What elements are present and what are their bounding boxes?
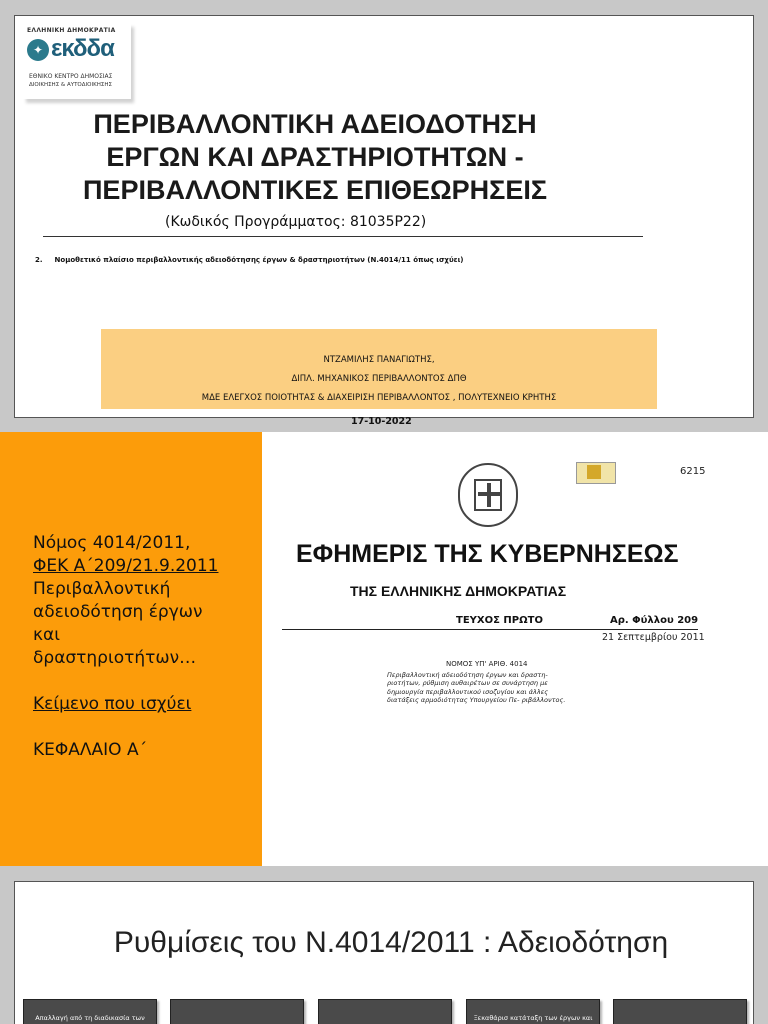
logo-top-text: ΕΛΛΗΝΙΚΗ ΔΗΜΟΚΡΑΤΙΑ <box>27 27 116 34</box>
title-divider <box>43 236 643 237</box>
regulation-box <box>466 999 600 1024</box>
regulation-box <box>318 999 452 1024</box>
gazette-series: ΤΕΥΧΟΣ ΠΡΩΤΟ <box>456 615 543 626</box>
law-desc-2: αδειοδότηση έργων <box>33 602 203 622</box>
regulation-box-text <box>171 1000 303 1014</box>
fek-link[interactable]: ΦΕΚ Α΄209/21.9.2011 <box>33 556 219 576</box>
regulation-box-text: Απαλλαγή από τη διαδικασία των <box>35 1014 145 1022</box>
title-line-2: ΕΡΓΩΝ ΚΑΙ ΔΡΑΣΤΗΡΙΟΤΗΤΩΝ - <box>106 142 524 172</box>
agenda-item-text: Νομοθετικό πλαίσιο περιβαλλοντικής αδειοδότησης έργων & δραστηριοτήτων (Ν.4014/11 όπως ισχύει) <box>54 256 464 264</box>
program-code: (Κωδικός Προγράμματος: 81035Ρ22) <box>165 214 427 230</box>
gazette-page-image <box>262 432 768 866</box>
author-box <box>101 329 657 409</box>
author-name: ΝΤΖΑΜΙΛΗΣ ΠΑΝΑΓΙΩΤΗΣ, <box>323 355 435 365</box>
gazette-divider <box>282 629 698 630</box>
greek-coat-of-arms-icon <box>458 463 518 527</box>
logo-wordmark: εκδδα <box>51 35 114 62</box>
gazette-subtitle: ΤΗΣ ΕΛΛΗΝΙΚΗΣ ΔΗΜΟΚΡΑΤΙΑΣ <box>350 583 567 599</box>
law-desc-1: Περιβαλλοντική <box>33 579 171 599</box>
printing-office-stamp-icon <box>576 462 616 484</box>
gazette-law-description: Περιβαλλοντική αδειοδότηση έργων και δραστη- ριοτήτων, ρύθμιση αυθαιρέτων σε συνάρτηση με δημιουργία περιβαλλοντικού ισοζυγίου και άλλες διατάξεις αρμοδιότητας Υπουργείου Πε- ριβάλλοντος. <box>387 671 566 705</box>
spacer <box>33 716 253 739</box>
gazette-issue: Αρ. Φύλλου 209 <box>610 615 699 626</box>
gazette-title: ΕΦΗΜΕΡΙΣ ΤΗΣ ΚΥΒΕΡΝΗΣΕΩΣ <box>296 540 679 568</box>
chapter-label: ΚΕΦΑΛΑΙΟ Α΄ <box>33 740 148 760</box>
law-info <box>33 532 253 762</box>
regulations-slide <box>14 881 754 1024</box>
law-slide <box>0 432 768 866</box>
presentation-date: 17-10-2022 <box>351 416 412 427</box>
ekdda-emblem-icon: ✦ <box>27 39 49 61</box>
ekdda-logo <box>23 23 131 99</box>
agenda-item <box>35 256 464 264</box>
regulation-box <box>23 999 157 1024</box>
logo-subtitle-2: ΔΙΟΙΚΗΣΗΣ & ΑΥΤΟΔΙΟΙΚΗΣΗΣ <box>29 82 112 88</box>
title-slide <box>14 15 754 418</box>
logo-subtitle-1: ΕΘΝΙΚΟ ΚΕΝΤΡΟ ΔΗΜΟΣΙΑΣ <box>29 73 113 80</box>
author-masters: ΜΔΕ ΕΛΕΓΧΟΣ ΠΟΙΟΤΗΤΑΣ & ΔΙΑΧΕΙΡΙΣΗ ΠΕΡΙΒΑΛΛΟΝΤΟΣ , ΠΟΛΥΤΕΧΝΕΙΟ ΚΡΗΤΗΣ <box>201 393 557 403</box>
title-line-3: ΠΕΡΙΒΑΛΛΟΝΤΙΚΕΣ ΕΠΙΘΕΩΡΗΣΕΙΣ <box>82 175 548 205</box>
regulation-box-text <box>614 1000 746 1014</box>
law-sidebar <box>0 432 262 866</box>
agenda-item-number: 2. <box>35 256 43 264</box>
regulation-box <box>613 999 747 1024</box>
author-degree: ΔΙΠΛ. ΜΗΧΑΝΙΚΟΣ ΠΕΡΙΒΑΛΛΟΝΤΟΣ ΔΠΘ <box>291 374 467 384</box>
regulations-title: Ρυθμίσεις του Ν.4014/2011 : Αδειοδότηση <box>113 926 669 959</box>
gazette-date: 21 Σεπτεμβρίου 2011 <box>602 632 705 643</box>
law-number: Νόμος 4014/2011, <box>33 533 191 553</box>
regulation-box <box>170 999 304 1024</box>
gazette-page-number: 6215 <box>680 466 706 477</box>
current-text-link[interactable]: Κείμενο που ισχύει <box>33 694 192 714</box>
title-line-1: ΠΕΡΙΒΑΛΛΟΝΤΙΚΗ ΑΔΕΙΟΔΟΤΗΣΗ <box>93 109 537 139</box>
spacer <box>33 670 253 693</box>
law-desc-4: δραστηριοτήτων… <box>33 648 197 668</box>
regulation-box-text: Ξεκαθάρισ κατάταξη των έργων και <box>473 1014 593 1022</box>
regulation-box-text <box>319 1000 451 1014</box>
gazette-law-number: ΝΟΜΟΣ ΥΠ' ΑΡΙΘ. 4014 <box>446 660 528 668</box>
law-desc-3: και <box>33 625 60 645</box>
slide-title <box>45 108 585 207</box>
